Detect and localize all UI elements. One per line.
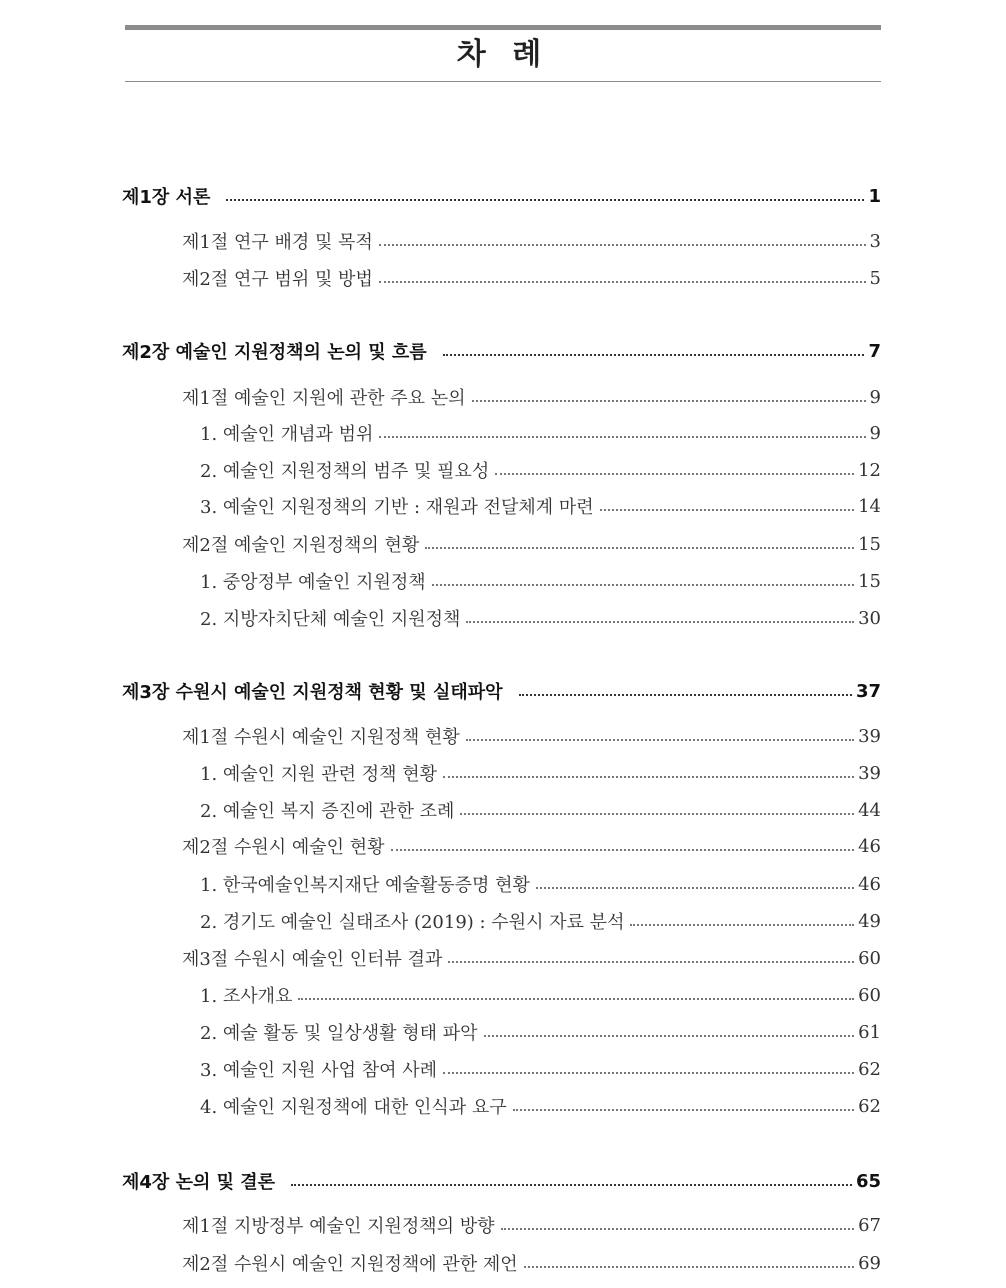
toc-item-2-1-2[interactable] — [200, 455, 881, 485]
toc-entry-page: 15 — [858, 570, 881, 592]
dot-leader — [432, 584, 854, 586]
toc-section-2-1[interactable] — [182, 382, 881, 412]
toc-entry-page: 1 — [868, 185, 881, 207]
toc-entry-label: 3. 예술인 지원 사업 참여 사례 — [200, 1060, 438, 1081]
toc-entry-page: 7 — [868, 340, 881, 362]
toc-chapter-4[interactable] — [122, 1166, 881, 1196]
dot-leader — [443, 1072, 854, 1074]
toc-item-3-3-1[interactable] — [200, 980, 881, 1010]
toc-entry-label: 제2절 수원시 예술인 지원정책에 관한 제언 — [182, 1254, 518, 1275]
dot-leader — [291, 1184, 852, 1186]
toc-entry-page: 60 — [858, 984, 881, 1006]
toc-item-2-1-1[interactable] — [200, 418, 881, 448]
toc-entry-label: 제1절 연구 배경 및 목적 — [182, 232, 373, 253]
dot-leader — [448, 961, 854, 963]
dot-leader — [460, 813, 854, 815]
toc-entry-page: 46 — [858, 873, 881, 895]
toc-entry-page: 62 — [858, 1058, 881, 1080]
toc-entry-page: 30 — [858, 607, 881, 629]
toc-entry-page: 44 — [858, 799, 881, 821]
toc-entry-label: 1. 한국예술인복지재단 예술활동증명 현황 — [200, 875, 530, 896]
dot-leader — [466, 621, 854, 623]
toc-section-3-1[interactable] — [182, 721, 881, 751]
toc-entry-label: 제1절 수원시 예술인 지원정책 현황 — [182, 727, 460, 748]
dot-leader — [600, 509, 854, 511]
toc-entry-page: 12 — [858, 459, 881, 481]
toc-item-2-1-3[interactable] — [200, 491, 881, 521]
toc-entry-page: 15 — [858, 533, 881, 555]
toc-entry-label: 2. 지방자치단체 예술인 지원정책 — [200, 609, 461, 630]
toc-entry-page: 62 — [858, 1095, 881, 1117]
toc-section-3-2[interactable] — [182, 831, 881, 861]
toc-section-1-1[interactable] — [182, 226, 881, 256]
toc-section-2-2[interactable] — [182, 529, 881, 559]
toc-entry-page: 9 — [869, 386, 881, 408]
toc-item-3-3-3[interactable] — [200, 1054, 881, 1084]
toc-entry-label: 제3장 수원시 예술인 지원정책 현황 및 실태파악 — [122, 682, 503, 703]
toc-entry-page: 3 — [869, 230, 881, 252]
dot-leader — [391, 849, 855, 851]
toc-entry-label: 제1장 서론 — [122, 187, 211, 208]
dot-leader — [443, 776, 854, 778]
dot-leader — [443, 354, 865, 356]
dot-leader — [536, 887, 854, 889]
toc-entry-label: 2. 예술인 지원정책의 범주 및 필요성 — [200, 461, 490, 482]
toc-item-3-3-4[interactable] — [200, 1091, 881, 1121]
toc-entry-label: 제2절 예술인 지원정책의 현황 — [182, 535, 420, 556]
toc-item-3-2-1[interactable] — [200, 869, 881, 899]
toc-item-3-3-2[interactable] — [200, 1017, 881, 1047]
toc-entry-label: 1. 예술인 지원 관련 정책 현황 — [200, 764, 438, 785]
toc-section-4-1[interactable] — [182, 1210, 881, 1240]
toc-entry-page: 5 — [869, 267, 881, 289]
toc-entry-page: 39 — [858, 725, 881, 747]
dot-leader — [484, 1035, 855, 1037]
dot-leader — [513, 1109, 854, 1111]
toc-entry-label: 4. 예술인 지원정책에 대한 인식과 요구 — [200, 1097, 507, 1118]
toc-entry-page: 65 — [855, 1170, 881, 1192]
toc-entry-page: 9 — [869, 422, 881, 444]
toc-entry-label: 제4장 논의 및 결론 — [122, 1172, 276, 1193]
toc-chapter-2[interactable] — [122, 336, 881, 366]
toc-item-3-2-2[interactable] — [200, 906, 881, 936]
toc-section-1-2[interactable] — [182, 263, 881, 293]
dot-leader — [379, 244, 866, 246]
dot-leader — [630, 924, 854, 926]
toc-item-3-1-2[interactable] — [200, 795, 881, 825]
toc-entry-page: 46 — [858, 835, 881, 857]
toc-entry-page: 67 — [858, 1214, 881, 1236]
toc-entry-page: 37 — [855, 680, 881, 702]
toc-entry-label: 제1절 지방정부 예술인 지원정책의 방향 — [182, 1216, 495, 1237]
toc-item-2-2-1[interactable] — [200, 566, 881, 596]
dot-leader — [298, 998, 854, 1000]
page-title: 차 례 — [456, 37, 550, 72]
dot-leader — [524, 1266, 854, 1268]
dot-leader — [472, 400, 866, 402]
toc-entry-page: 39 — [858, 762, 881, 784]
toc-item-3-1-1[interactable] — [200, 758, 881, 788]
toc-entry-label: 제2절 수원시 예술인 현황 — [182, 837, 385, 858]
dot-leader — [466, 739, 854, 741]
toc-entry-label: 1. 중앙정부 예술인 지원정책 — [200, 572, 426, 593]
dot-leader — [495, 473, 854, 475]
toc-chapter-1[interactable] — [122, 181, 881, 211]
toc-entry-label: 2. 예술인 복지 증진에 관한 조례 — [200, 801, 455, 822]
toc-entry-label: 2. 예술 활동 및 일상생활 형태 파악 — [200, 1023, 478, 1044]
toc-entry-label: 2. 경기도 예술인 실태조사 (2019) : 수원시 자료 분석 — [200, 912, 625, 933]
dot-leader — [519, 694, 852, 696]
toc-entry-label: 제2장 예술인 지원정책의 논의 및 흐름 — [122, 342, 427, 363]
toc-entry-page: 60 — [858, 947, 881, 969]
dot-leader — [226, 199, 864, 201]
toc-entry-label: 제3절 수원시 예술인 인터뷰 결과 — [182, 949, 443, 970]
toc-section-4-2[interactable] — [182, 1248, 881, 1278]
toc-item-2-2-2[interactable] — [200, 603, 881, 633]
dot-leader — [379, 281, 866, 283]
toc-entry-label: 1. 예술인 개념과 범위 — [200, 424, 374, 445]
toc-entry-label: 제2절 연구 범위 및 방법 — [182, 269, 373, 290]
toc-entry-label: 1. 조사개요 — [200, 986, 293, 1007]
toc-chapter-3[interactable] — [122, 676, 881, 706]
toc-entry-page: 61 — [858, 1021, 881, 1043]
dot-leader — [379, 436, 865, 438]
toc-entry-page: 69 — [858, 1252, 881, 1274]
toc-entry-page: 14 — [858, 495, 881, 517]
toc-entry-label: 제1절 예술인 지원에 관한 주요 논의 — [182, 388, 466, 409]
dot-leader — [501, 1228, 855, 1230]
toc-entry-label: 3. 예술인 지원정책의 기반 : 재원과 전달체계 마련 — [200, 497, 594, 518]
toc-entry-page: 49 — [858, 910, 881, 932]
dot-leader — [425, 547, 854, 549]
toc-section-3-3[interactable] — [182, 943, 881, 973]
